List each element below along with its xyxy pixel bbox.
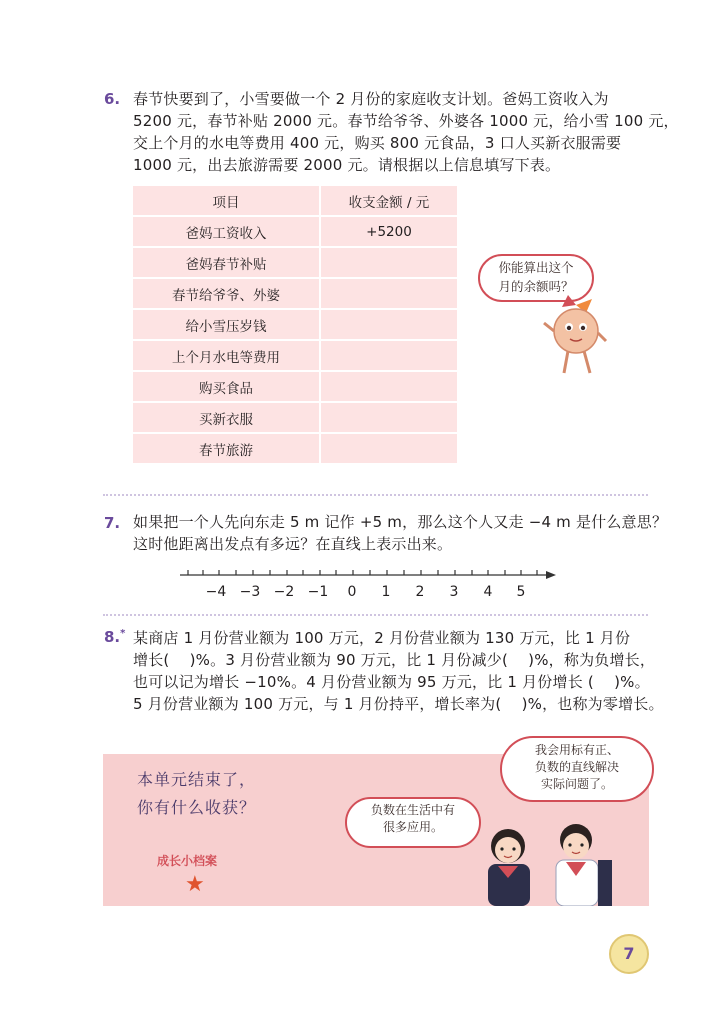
q6-line-3: 交上个月的水电等费用 400 元，购买 800 元食品，3 口人买新衣服需要: [133, 134, 622, 152]
tick-label: −3: [239, 584, 261, 600]
summary-line-2: 你有什么收获？: [137, 798, 257, 817]
mascot-illustration: [540, 295, 610, 385]
q8-line-1: 某商店 1 月份营业额为 100 万元，2 月份营业额为 130 万元，比 1 月份: [133, 629, 631, 647]
tick-label: 5: [516, 584, 526, 600]
question-7-number: 7.: [104, 514, 121, 532]
star-icon: ★: [185, 872, 205, 897]
q7-line-1: 如果把一个人先向东走 5 m 记作 +5 m，那么这个人又走 −4 m 是什么意思？: [133, 513, 668, 531]
summary-question: [137, 766, 256, 822]
q6-line-2: 5200 元，春节补贴 2000 元。春节给爷爷、外婆各 1000 元，给小雪 100 元，: [133, 112, 679, 130]
table-row: [132, 278, 458, 309]
tick-label: 2: [415, 584, 425, 600]
bubble-right-line-1: 我会用标有正、: [534, 743, 619, 757]
header-item: 项目: [132, 185, 320, 216]
q6-line-4: 1000 元，出去旅游需要 2000 元。请根据以上信息填写下表。: [133, 156, 561, 174]
q6-line-1: 春节快要到了，小雪要做一个 2 月份的家庭收支计划。爸妈工资收入为: [133, 90, 609, 108]
table-header-row: [132, 185, 458, 216]
section-divider: [103, 614, 648, 616]
row-item: 上个月水电等费用: [132, 340, 320, 371]
row-amount[interactable]: [320, 278, 458, 309]
q8-line-2: 增长( )%。3 月份营业额为 90 万元，比 1 月份减少( )%，称为负增长，: [133, 651, 656, 669]
tick-label: −4: [205, 584, 227, 600]
speech-bubble-left: [345, 797, 481, 848]
table-row: [132, 340, 458, 371]
summary-line-1: 本单元结束了，: [137, 770, 257, 789]
tick-label: −1: [307, 584, 329, 600]
question-8-text: [133, 627, 664, 715]
table-row: [132, 247, 458, 278]
row-amount[interactable]: [320, 402, 458, 433]
bubble-line-1: 你能算出这个: [498, 260, 574, 275]
row-item: 买新衣服: [132, 402, 320, 433]
bubble-left-line-1: 负数在生活中有: [370, 803, 455, 817]
q8-line-3: 也可以记为增长 −10%。4 月份营业额为 95 万元，比 1 月份增长 ( )%。: [133, 673, 650, 691]
table-row: [132, 309, 458, 340]
table-row: [132, 371, 458, 402]
question-8-number: [104, 628, 125, 646]
number-line[interactable]: [180, 566, 560, 582]
growth-archive-label[interactable]: 成长小档案: [157, 854, 218, 868]
row-amount[interactable]: [320, 371, 458, 402]
row-amount[interactable]: +5200: [320, 216, 458, 247]
bubble-line-2: 月的余额吗？: [498, 279, 574, 294]
table-row: [132, 433, 458, 464]
tick-label: 3: [449, 584, 459, 600]
q8-number: 8.: [104, 628, 121, 646]
q8-line-4: 5 月份营业额为 100 万元，与 1 月份持平，增长率为( )%，也称为零增长。: [133, 695, 664, 713]
question-7-text: [133, 511, 667, 555]
speech-bubble-right: [500, 736, 654, 802]
row-amount[interactable]: [320, 247, 458, 278]
row-item: 给小雪压岁钱: [132, 309, 320, 340]
tick-label: −2: [273, 584, 295, 600]
tick-label: 4: [483, 584, 493, 600]
page-number: 7: [609, 934, 649, 974]
budget-table: [131, 184, 459, 465]
question-6-text: [133, 88, 679, 176]
bubble-left-line-2: 很多应用。: [382, 820, 443, 834]
table-row: [132, 402, 458, 433]
bubble-right-line-2: 负数的直线解决: [534, 760, 619, 774]
row-item: 爸妈春节补贴: [132, 247, 320, 278]
row-amount[interactable]: [320, 309, 458, 340]
children-illustration: [478, 820, 638, 906]
row-item: 春节给爷爷、外婆: [132, 278, 320, 309]
row-amount[interactable]: [320, 340, 458, 371]
header-amount: 收支金额 / 元: [320, 185, 458, 216]
tick-label: 0: [347, 584, 357, 600]
row-item: 购买食品: [132, 371, 320, 402]
question-6-number: 6.: [104, 90, 121, 108]
q7-line-2: 这时他距离出发点有多远？在直线上表示出来。: [133, 535, 453, 553]
table-row: [132, 216, 458, 247]
row-amount[interactable]: [320, 433, 458, 464]
bubble-right-line-3: 实际问题了。: [540, 777, 613, 791]
section-divider: [103, 494, 648, 496]
tick-label: 1: [381, 584, 391, 600]
row-item: 爸妈工资收入: [132, 216, 320, 247]
row-item: 春节旅游: [132, 433, 320, 464]
q8-star: *: [120, 628, 126, 639]
